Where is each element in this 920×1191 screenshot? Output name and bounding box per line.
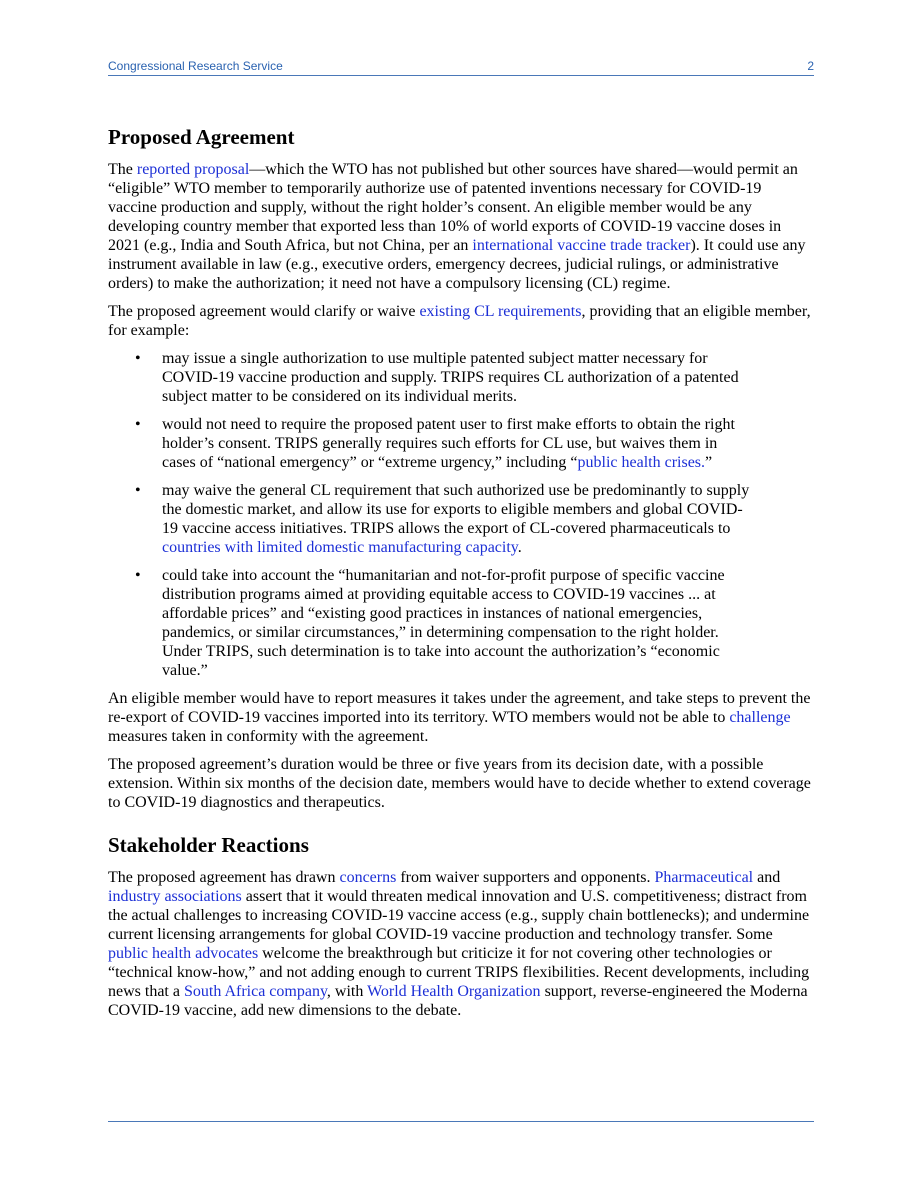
bullet-glyph: • [135, 482, 141, 499]
text-run: ). It could use any instrument available in law (e.g., executive orders, emergency decrees, judicial rulings, or administrative orders) to make the authorization; it need not have a compulsory licensing (CL) regime. [108, 237, 806, 292]
text-run: , with [326, 983, 368, 1000]
link-world-health-organization[interactable]: World Health Organization [367, 983, 541, 1000]
link-concerns[interactable]: concerns [339, 869, 397, 886]
text-run: ” [705, 454, 713, 471]
link-public-health-advocates[interactable]: public health advocates [108, 945, 259, 962]
list-item [108, 481, 814, 557]
link-pharmaceutical[interactable]: Pharmaceutical [654, 869, 754, 886]
text-run: . [517, 539, 522, 556]
header-org-name: Congressional Research Service [108, 59, 283, 73]
text-run: may waive the general CL requirement that such authorized use be predominantly to supply the domestic market, and allow its use for exports to eligible members and global COVID-19 vaccine access initiatives. TRIPS allows the export of CL-covered pharmaceuticals to [162, 482, 750, 537]
text-run: and [753, 869, 781, 886]
bullet-list [108, 349, 814, 680]
page-number: 2 [807, 59, 814, 73]
text-run: from waiver supporters and opponents. [396, 869, 655, 886]
list-item [108, 566, 814, 680]
bullet-glyph: • [135, 350, 141, 367]
text-run: The [108, 161, 137, 178]
link-limited-manufacturing-capacity[interactable]: countries with limited domestic manufacturing capacity [162, 539, 518, 556]
text-run: measures taken in conformity with the agreement. [108, 728, 429, 745]
footer-rule [108, 1121, 814, 1122]
text-run: —which the WTO has not published but other sources have shared—would permit an “eligible” WTO member to temporarily authorize use of patented inventions necessary for COVID-19 vaccine production and supply, without the right holder’s consent. An eligible member would be any developing country member that exported less than 10% of world exports of COVID-19 vaccine doses in 2021 (e.g., India and South Africa, but not China, per an [108, 161, 798, 254]
text-run: An eligible member would have to report measures it takes under the agreement, and take steps to prevent the re-export of COVID-19 vaccines imported into its territory. WTO members would not be able to [108, 690, 811, 726]
text-run: The proposed agreement would clarify or waive [108, 303, 420, 320]
paragraph: The proposed agreement’s duration would be three or five years from its decision date, with a possible extension. Within six months of the decision date, members would have to decide whether to extend coverage to COVID-19 diagnostics and therapeutics. [108, 756, 811, 811]
running-header [108, 58, 814, 76]
text-run: , providing that an eligible member, for example: [108, 303, 811, 339]
link-industry-associations[interactable]: industry associations [108, 888, 242, 905]
text-run: support, reverse-engineered the Moderna COVID-19 vaccine, add new dimensions to the debate. [108, 983, 808, 1019]
link-public-health-crises[interactable]: public health crises. [577, 454, 706, 471]
text-run: may issue a single authorization to use multiple patented subject matter necessary for COVID-19 vaccine production and supply. TRIPS requires CL authorization of a patented subject matter to be considered on its individual merits. [162, 350, 739, 405]
link-south-africa-company[interactable]: South Africa company [183, 983, 327, 1000]
section-heading-stakeholder-reactions: Stakeholder Reactions [108, 833, 309, 857]
link-challenge[interactable]: challenge [729, 709, 791, 726]
paragraph [108, 868, 814, 1020]
text-run: assert that it would threaten medical innovation and U.S. competitiveness; distract from the actual challenges to increasing COVID-19 vaccine access (e.g., supply chain bottlenecks); and undermine current licensing arrangements for global COVID-19 vaccine production and technology transfer. Some [108, 888, 810, 943]
text-run: could take into account the “humanitarian and not-for-profit purpose of specific vaccine distribution programs aimed at providing equitable access to COVID-19 vaccines ... at affordable prices” and “existing good practices in instances of national emergencies, pandemics, or similar circumstances,” in determining compensation to the right holder. Under TRIPS, such determination is to take into account the authorization’s “economic value.” [162, 567, 725, 679]
text-run: welcome the breakthrough but criticize it for not covering other technologies or “technical know-how,” and not adding enough to current TRIPS flexibilities. Recent developments, including news that a [108, 945, 810, 1000]
text-run: would not need to require the proposed patent user to first make efforts to obtain the right holder’s consent. TRIPS generally requires such efforts for CL use, but waives them in cases of “national emergency” or “extreme urgency,” including “ [162, 416, 735, 471]
link-existing-cl-requirements[interactable]: existing CL requirements [419, 303, 582, 320]
paragraph [108, 689, 814, 746]
list-item [108, 349, 814, 406]
text-run: The proposed agreement has drawn [108, 869, 340, 886]
link-vaccine-trade-tracker[interactable]: international vaccine trade tracker [472, 237, 691, 254]
paragraph [108, 302, 814, 340]
main-content [108, 124, 814, 1029]
list-item [108, 415, 814, 472]
link-reported-proposal[interactable]: reported proposal [136, 161, 250, 178]
bullet-glyph: • [135, 416, 141, 433]
section-heading-proposed-agreement: Proposed Agreement [108, 125, 295, 149]
bullet-glyph: • [135, 567, 141, 584]
paragraph [108, 160, 814, 293]
